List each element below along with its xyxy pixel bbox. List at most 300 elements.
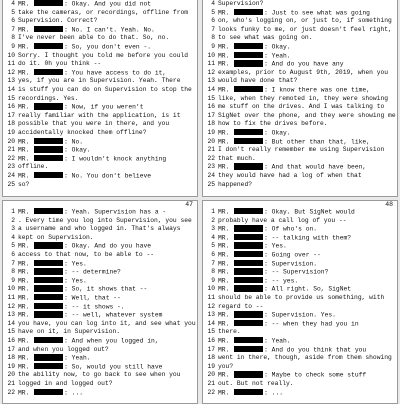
transcript-line: [3, 163, 197, 171]
redaction-bar: [234, 389, 263, 395]
line-text: [18, 346, 196, 354]
line-text: [218, 77, 396, 85]
line-number: 17: [207, 111, 215, 119]
transcript-line: [3, 371, 197, 379]
text-segment: : No. I can't. Yeah. No.: [64, 26, 155, 34]
transcript-line: [3, 242, 197, 250]
text-segment: recordings. Yes.: [18, 94, 79, 102]
line-number: 25: [207, 180, 215, 188]
text-segment: MR.: [218, 277, 234, 285]
line-number: 20: [7, 137, 15, 145]
redaction-bar: [234, 208, 263, 214]
text-segment: MR.: [218, 388, 234, 396]
text-segment: went in there, though, aside from them showing: [218, 354, 392, 362]
line-text: [218, 294, 396, 302]
redaction-bar: [34, 155, 63, 161]
text-segment: accidentally knocked them offline?: [18, 129, 147, 136]
text-segment: the ability now, to go back to see when you: [18, 371, 181, 379]
line-number: 12: [207, 302, 215, 310]
line-number: 1: [11, 208, 15, 215]
line-number: 7: [211, 25, 215, 33]
transcript-line: [203, 285, 397, 293]
text-segment: MR.: [18, 43, 34, 51]
text-segment: : And do you have any: [264, 60, 344, 68]
line-number: 18: [207, 354, 215, 362]
text-segment: MR.: [18, 388, 34, 396]
transcript-line: [203, 251, 397, 259]
line-number: 15: [7, 328, 15, 336]
text-segment: : Okay. But SigNet would: [264, 208, 355, 216]
text-segment: kept on Supervision.: [18, 233, 94, 241]
text-segment: MR.: [18, 363, 34, 371]
text-segment: MR.: [218, 259, 234, 267]
redaction-bar: [34, 268, 63, 274]
line-text: [18, 129, 196, 137]
line-number: 20: [207, 371, 215, 379]
line-text: [18, 0, 196, 8]
line-number: 4: [11, 0, 15, 7]
transcript-line: [203, 354, 397, 362]
redaction-bar: [234, 346, 263, 352]
text-segment: MR.: [18, 294, 34, 302]
transcript-line: [203, 103, 397, 111]
transcript-line: [203, 363, 397, 371]
text-segment: access to that now, to be able to --: [18, 251, 155, 258]
text-segment: MR.: [18, 103, 34, 111]
redaction-bar: [34, 285, 63, 291]
transcript-line: [3, 285, 197, 293]
line-text: [18, 103, 196, 111]
text-segment: is stuff you can do on Supervision to stop the: [18, 86, 192, 93]
line-number: 11: [207, 294, 215, 301]
line-text: [218, 371, 396, 379]
transcript-line: [3, 380, 197, 388]
line-number: 24: [207, 172, 215, 179]
text-segment: examples, prior to August 9th, 2019, when you: [218, 68, 389, 76]
line-number: 15: [7, 94, 15, 102]
transcript-line: [203, 346, 397, 354]
text-segment: : Yeah. Supervision has a -: [64, 208, 167, 216]
transcript-line: [3, 328, 197, 336]
text-segment: MR.: [18, 268, 34, 276]
transcript-line: [3, 112, 197, 120]
redaction-bar: [34, 138, 63, 144]
transcript-line: [203, 380, 397, 388]
transcript-line: [3, 294, 197, 302]
transcript-line: [203, 268, 397, 276]
line-number: 16: [207, 337, 215, 344]
redaction-bar: [34, 277, 63, 283]
transcript-line: [203, 112, 397, 120]
text-segment: MR.: [218, 51, 234, 59]
redaction-bar: [234, 9, 263, 15]
line-number: 11: [7, 294, 15, 301]
line-number: 2: [11, 216, 15, 224]
line-text: [218, 346, 396, 354]
line-number: 9: [211, 43, 215, 50]
line-number: 9: [211, 276, 215, 284]
line-number: 8: [211, 268, 215, 276]
text-segment: and when you logged out?: [18, 345, 109, 353]
text-segment: : ...: [264, 388, 284, 396]
line-number: 9: [11, 276, 15, 284]
redaction-bar: [34, 69, 63, 75]
transcript-line: [3, 320, 197, 328]
line-text: [218, 389, 396, 397]
line-number: 21: [207, 146, 215, 154]
text-segment: MR.: [218, 129, 234, 137]
transcript-line: [203, 9, 397, 17]
transcript-line: [3, 389, 197, 397]
line-text: [218, 146, 396, 154]
text-segment: : Yes.: [64, 277, 87, 285]
text-segment: possible that you were in there, and you: [18, 120, 170, 128]
transcript-line: [3, 120, 197, 128]
line-text: [18, 234, 196, 242]
line-number: 2: [211, 216, 215, 224]
transcript-line: [203, 0, 397, 8]
text-segment: : Okay. And do you have: [64, 242, 152, 250]
redaction-bar: [234, 60, 263, 66]
line-text: [218, 0, 396, 8]
line-text: [18, 217, 196, 225]
text-segment: MR.: [218, 86, 234, 94]
text-segment: : Supervision. Yes.: [264, 311, 336, 319]
text-segment: should be able to provide us something, with: [218, 294, 385, 301]
line-number: 10: [7, 285, 15, 293]
transcript-line: [3, 303, 197, 311]
line-text: [18, 172, 196, 180]
line-text: [218, 120, 396, 128]
line-number: 14: [7, 319, 15, 327]
line-number: 21: [7, 146, 15, 154]
redaction-bar: [34, 242, 63, 248]
redaction-bar: [234, 234, 263, 240]
line-text: [218, 172, 396, 180]
line-text: [218, 311, 396, 319]
line-number: 7: [11, 259, 15, 267]
redaction-bar: [34, 146, 63, 152]
line-text: [18, 363, 196, 371]
line-text: [218, 380, 396, 388]
transcript-line: [203, 181, 397, 189]
text-segment: : So, would you still have: [64, 363, 163, 371]
transcript-line: [3, 43, 197, 51]
page-number: 47: [185, 201, 193, 208]
transcript-line: [3, 138, 197, 146]
line-text: [218, 95, 396, 103]
text-segment: : And when you logged in,: [64, 337, 159, 345]
line-text: [218, 354, 396, 362]
redaction-bar: [234, 311, 263, 317]
line-text: [18, 95, 196, 103]
transcript-line: [203, 26, 397, 34]
line-text: [218, 17, 396, 25]
text-segment: MR.: [18, 208, 34, 216]
text-segment: MR.: [18, 259, 34, 267]
line-number: 6: [211, 251, 215, 258]
text-segment: : So, it shows that --: [64, 285, 148, 293]
line-number: 11: [7, 60, 15, 68]
line-number: 17: [7, 345, 15, 353]
text-segment: MR.: [18, 0, 34, 8]
line-text: [218, 26, 396, 34]
line-number: 6: [11, 251, 15, 258]
transcript-line: [3, 95, 197, 103]
text-segment: looks funky to me, or just doesn't feel right,: [218, 25, 392, 33]
line-text: [18, 9, 196, 17]
line-number: 6: [211, 17, 215, 25]
text-segment: MR.: [218, 208, 234, 216]
transcript-line: [3, 234, 197, 242]
redaction-bar: [34, 26, 63, 32]
redaction-bar: [234, 277, 263, 283]
text-segment: MR.: [18, 302, 34, 310]
redaction-bar: [234, 260, 263, 266]
line-number: 22: [7, 388, 15, 396]
text-segment: MR.: [218, 242, 234, 250]
text-segment: you?: [218, 362, 234, 370]
text-segment: MR.: [18, 311, 34, 319]
transcript-line: [203, 277, 397, 285]
redaction-bar: [234, 268, 263, 274]
text-segment: : -- determine?: [64, 268, 121, 276]
transcript-line: [203, 77, 397, 85]
transcript-page-top-right: [202, 0, 398, 197]
redaction-bar: [234, 337, 263, 343]
transcript-line: [3, 155, 197, 163]
text-segment: : I wouldn't knock anything: [64, 155, 167, 163]
line-number: 17: [207, 345, 215, 353]
transcript-line: [203, 155, 397, 163]
line-text: [218, 277, 396, 285]
line-text: [18, 52, 196, 60]
text-segment: : Maybe to check some stuff: [264, 371, 367, 379]
text-segment: : And do you think that you: [264, 345, 367, 353]
text-segment: : You have access to do it,: [64, 69, 167, 77]
transcript-line: [203, 146, 397, 154]
transcript-line: [203, 43, 397, 51]
transcript-page-48: [202, 200, 398, 404]
line-text: [218, 328, 396, 336]
text-segment: MR.: [218, 285, 234, 293]
redaction-bar: [234, 163, 263, 169]
text-segment: logged in and logged out?: [18, 380, 113, 387]
line-text: [218, 285, 396, 293]
text-segment: regard to --: [218, 302, 264, 310]
line-text: [18, 26, 196, 34]
text-segment: MR.: [218, 337, 234, 345]
line-number: 18: [7, 354, 15, 362]
text-segment: MR.: [218, 163, 234, 171]
text-segment: : Yeah.: [64, 354, 91, 362]
text-segment: : Going over --: [264, 251, 321, 259]
line-text: [18, 155, 196, 163]
text-segment: : So, you don't even -.: [64, 43, 152, 51]
transcript-line: [203, 234, 397, 242]
text-segment: how to fix the drives before.: [218, 120, 328, 128]
line-text: [218, 86, 396, 94]
line-number: 5: [211, 242, 215, 250]
line-text: [18, 34, 196, 42]
text-segment: MR.: [18, 354, 34, 362]
transcript-line: [3, 17, 197, 25]
line-number: 16: [7, 103, 15, 111]
transcript-line: [203, 311, 397, 319]
text-segment: : -- yes.: [264, 277, 299, 285]
line-text: [218, 69, 396, 77]
transcript-line: [203, 389, 397, 397]
transcript-line: [3, 103, 197, 111]
line-number: 21: [7, 380, 15, 387]
transcript-line: [3, 9, 197, 17]
line-number: 5: [211, 8, 215, 16]
redaction-bar: [34, 103, 63, 109]
transcript-line: [203, 69, 397, 77]
text-segment: : -- it shows -.: [64, 302, 125, 310]
text-segment: : Of who's on.: [264, 225, 318, 233]
transcript-line: [203, 163, 397, 171]
text-segment: to see what was going on.: [218, 34, 313, 42]
redaction-bar: [34, 294, 63, 300]
transcript-line: [203, 129, 397, 137]
redaction-bar: [234, 86, 263, 92]
transcript-line: [3, 277, 197, 285]
line-text: [18, 328, 196, 336]
redaction-bar: [34, 354, 63, 360]
redaction-bar: [234, 138, 263, 144]
line-text: [218, 60, 396, 68]
text-segment: : And that would have been,: [264, 163, 367, 171]
line-text: [18, 43, 196, 51]
text-segment: : Supervision.: [264, 259, 318, 267]
transcript-line: [203, 260, 397, 268]
text-segment: take the cameras, or recordings, offline from: [18, 8, 189, 16]
line-number: 10: [207, 285, 215, 293]
line-text: [18, 225, 196, 233]
transcript-line: [3, 260, 197, 268]
line-text: [218, 303, 396, 311]
text-segment: MR.: [218, 137, 234, 145]
text-segment: so?: [18, 180, 30, 188]
line-text: [218, 225, 396, 233]
transcript-line: [3, 86, 197, 94]
transcript-line: [3, 172, 197, 180]
redaction-bar: [234, 320, 263, 326]
line-text: [218, 103, 396, 111]
text-segment: that much.: [218, 154, 256, 162]
line-text: [18, 163, 196, 171]
line-number: 19: [207, 129, 215, 136]
text-segment: yes, if you are in Supervision. Yeah. There: [18, 77, 181, 85]
line-text: [18, 17, 196, 25]
line-text: [218, 242, 396, 250]
text-segment: have on it, in Supervision.: [18, 328, 121, 336]
text-segment: MR.: [18, 26, 34, 34]
text-segment: : No.: [64, 137, 84, 145]
line-text: [218, 112, 396, 120]
line-text: [218, 268, 396, 276]
line-number: 6: [11, 17, 15, 25]
text-segment: MR.: [218, 251, 234, 259]
line-text: [18, 311, 196, 319]
text-segment: MR.: [18, 242, 34, 250]
line-number: 14: [7, 86, 15, 93]
transcript-line: [203, 52, 397, 60]
transcript-line: [203, 208, 397, 216]
text-segment: : Now, if you weren't: [64, 103, 144, 111]
redaction-bar: [234, 129, 263, 135]
line-number: 19: [7, 129, 15, 136]
transcript-line: [3, 77, 197, 85]
redaction-bar: [234, 371, 263, 377]
transcript-line: [203, 337, 397, 345]
transcript-line: [3, 268, 197, 276]
text-segment: MR.: [218, 225, 234, 233]
line-number: 20: [7, 371, 15, 379]
transcript-line: [203, 217, 397, 225]
line-number: 17: [7, 111, 15, 119]
text-segment: on, who's logging on, or just to, if something: [218, 17, 392, 25]
text-segment: MR.: [18, 285, 34, 293]
line-text: [18, 146, 196, 154]
line-text: [18, 389, 196, 397]
transcript-line: [203, 320, 397, 328]
text-segment: MR.: [18, 146, 34, 154]
text-segment: SigNet over the phone, and they were showing me: [218, 111, 396, 119]
transcript-line: [203, 34, 397, 42]
text-segment: : Okay.: [264, 43, 291, 51]
line-number: 11: [207, 60, 215, 68]
transcript-line: [203, 225, 397, 233]
line-number: 1: [211, 208, 215, 215]
line-text: [218, 181, 396, 189]
transcript-line: [3, 311, 197, 319]
line-text: [18, 371, 196, 379]
line-number: 8: [11, 268, 15, 276]
text-segment: : Well, that --: [64, 294, 121, 302]
transcript-line: [203, 242, 397, 250]
line-text: [218, 363, 396, 371]
transcript-page-47: [2, 200, 198, 404]
redaction-bar: [34, 0, 63, 6]
transcript-line: [3, 251, 197, 259]
text-segment: MR.: [218, 8, 234, 16]
transcript-line: [3, 208, 197, 216]
text-segment: a username and who logged in. That's always: [18, 225, 181, 233]
line-text: [18, 86, 196, 94]
line-text: [18, 120, 196, 128]
redaction-bar: [234, 251, 263, 257]
line-text: [18, 277, 196, 285]
line-number: 10: [207, 51, 215, 59]
text-segment: : But other than that, like,: [264, 137, 370, 145]
text-segment: MR.: [218, 371, 234, 379]
text-segment: MR.: [218, 311, 234, 319]
line-number: 13: [207, 77, 215, 85]
text-segment: : Yeah.: [264, 51, 291, 59]
transcript-line: [3, 181, 197, 189]
text-segment: : Okay.: [64, 146, 91, 154]
text-segment: : No. You don't believe: [64, 172, 152, 180]
line-number: 14: [207, 86, 215, 93]
line-number: 4: [211, 0, 215, 7]
text-segment: MR.: [18, 69, 34, 77]
line-text: [18, 285, 196, 293]
line-number: 18: [207, 120, 215, 128]
line-number: 23: [7, 163, 15, 171]
transcript-page-top-left: [2, 0, 198, 197]
